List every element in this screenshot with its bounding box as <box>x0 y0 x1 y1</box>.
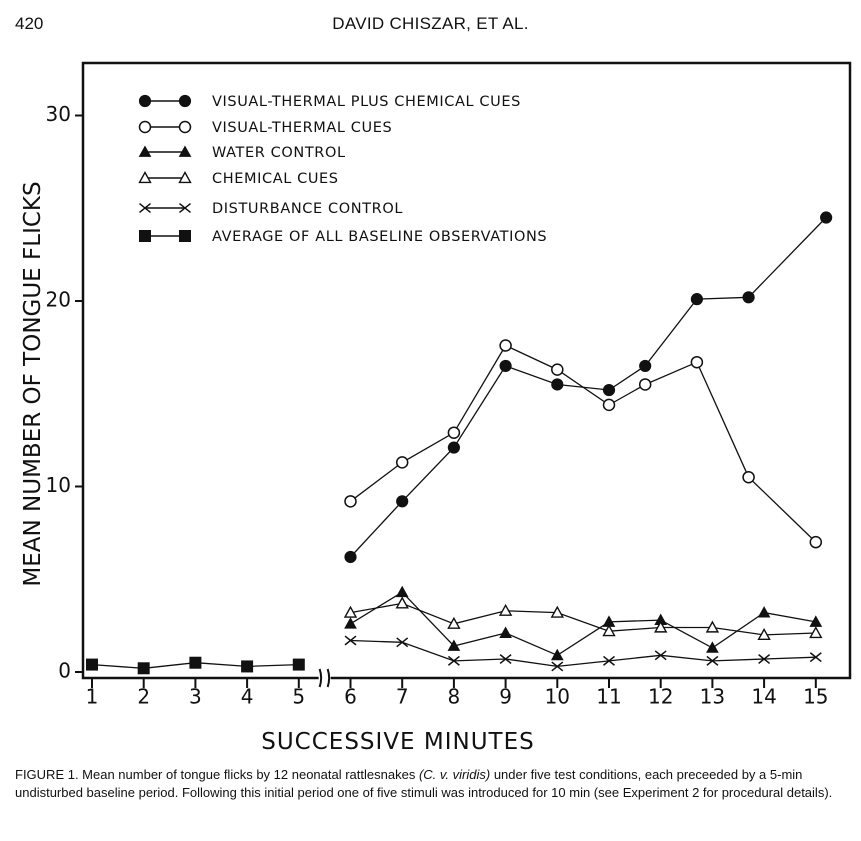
series-1 <box>345 340 821 548</box>
legend-entry <box>140 94 521 110</box>
series-line <box>351 641 816 667</box>
x-tick-label: 6 <box>344 684 357 709</box>
y-tick-label: 20 <box>45 287 71 312</box>
series-line <box>351 592 816 655</box>
x-axis-label: SUCCESSIVE MINUTES <box>261 729 535 755</box>
data-point-filled-triangle <box>707 642 718 652</box>
y-tick-label: 10 <box>45 473 71 497</box>
data-point-filled-square <box>180 231 191 242</box>
legend-label: CHEMICAL CUES <box>212 171 339 187</box>
data-point-filled-triangle <box>397 587 408 597</box>
data-point-open-circle <box>140 122 151 133</box>
series-line <box>351 346 816 543</box>
y-axis-label: MEAN NUMBER OF TONGUE FLICKS <box>20 181 46 587</box>
running-head: DAVID CHISZAR, ET AL. <box>332 14 529 33</box>
legend-label: WATER CONTROL <box>212 145 346 161</box>
data-point-filled-circle <box>604 385 615 396</box>
data-point-open-circle <box>180 122 191 133</box>
data-point-filled-circle <box>397 496 408 507</box>
caption-species: (C. v. viridis) <box>418 767 491 782</box>
data-point-filled-triangle <box>552 650 563 660</box>
data-point-filled-circle <box>448 442 459 453</box>
x-tick-label: 7 <box>395 684 409 709</box>
x-tick-label: 15 <box>803 684 829 709</box>
data-point-filled-square <box>190 657 201 668</box>
data-point-filled-circle <box>140 96 151 107</box>
data-point-open-circle <box>345 496 356 507</box>
x-tick-label: 1 <box>85 684 99 709</box>
data-point-filled-square <box>140 231 151 242</box>
data-point-open-triangle <box>397 598 408 608</box>
legend-label: DISTURBANCE CONTROL <box>212 201 404 217</box>
legend-entry <box>140 145 346 161</box>
x-tick-label: 14 <box>751 684 777 709</box>
page-number: 420 <box>15 14 44 33</box>
x-tick-label: 5 <box>292 684 306 709</box>
data-point-open-circle <box>500 340 511 351</box>
data-point-filled-square <box>87 659 98 670</box>
series-2 <box>345 587 821 660</box>
data-point-open-circle <box>640 379 651 390</box>
data-point-filled-square <box>242 661 253 672</box>
data-point-filled-triangle <box>500 628 511 638</box>
series-line <box>351 218 827 558</box>
figure-caption <box>15 766 851 802</box>
x-tick-label: 2 <box>137 684 151 709</box>
legend-label: VISUAL-THERMAL PLUS CHEMICAL CUES <box>212 94 521 110</box>
data-point-open-circle <box>810 537 821 548</box>
plot-frame <box>83 63 850 678</box>
data-point-filled-square <box>293 659 304 670</box>
data-point-filled-triangle <box>759 607 770 617</box>
x-tick-label: 13 <box>699 684 726 709</box>
data-point-open-circle <box>448 427 459 438</box>
series-0 <box>345 212 832 562</box>
legend-entry <box>140 201 404 217</box>
data-point-filled-circle <box>345 551 356 562</box>
data-point-open-circle <box>743 472 754 483</box>
data-point-filled-circle <box>180 96 191 107</box>
x-tick-label: 11 <box>596 684 622 709</box>
x-tick-label: 8 <box>447 684 461 709</box>
legend-label: VISUAL-THERMAL CUES <box>212 120 393 136</box>
x-tick-label: 9 <box>499 684 512 709</box>
data-point-filled-circle <box>500 360 511 371</box>
data-point-filled-square <box>138 663 149 674</box>
series-line <box>351 603 816 635</box>
data-point-open-triangle <box>500 605 511 615</box>
legend-label: AVERAGE OF ALL BASELINE OBSERVATIONS <box>212 229 548 245</box>
y-tick-label: 30 <box>45 102 71 126</box>
caption-rest: under five test conditions, each preceeded by a 5-min undisturbed baseline period. Following this initial period one of five stimuli was introduced for 10 min (see Experiment 2 for procedural details). <box>15 767 833 800</box>
data-point-filled-triangle <box>345 618 356 628</box>
x-tick-label: 4 <box>240 684 254 709</box>
legend-entry <box>140 120 393 136</box>
data-point-open-circle <box>604 399 615 410</box>
data-point-filled-circle <box>640 360 651 371</box>
series-5 <box>87 657 305 674</box>
x-tick-label: 3 <box>189 684 202 709</box>
caption-lead: FIGURE 1. Mean number of tongue flicks by 12 neonatal rattlesnakes <box>15 767 419 782</box>
data-point-filled-circle <box>743 292 754 303</box>
legend-entry <box>140 171 339 187</box>
data-point-open-circle <box>552 364 563 375</box>
series-4 <box>345 636 821 671</box>
legend-entry <box>140 229 548 245</box>
data-point-open-circle <box>397 457 408 468</box>
data-point-filled-circle <box>821 212 832 223</box>
data-point-filled-circle <box>691 294 702 305</box>
data-point-filled-circle <box>552 379 563 390</box>
series-3 <box>345 598 821 639</box>
x-tick-label: 10 <box>544 684 571 709</box>
y-tick-label: 0 <box>58 658 71 683</box>
x-tick-label: 12 <box>647 684 674 709</box>
data-point-open-circle <box>691 357 702 368</box>
